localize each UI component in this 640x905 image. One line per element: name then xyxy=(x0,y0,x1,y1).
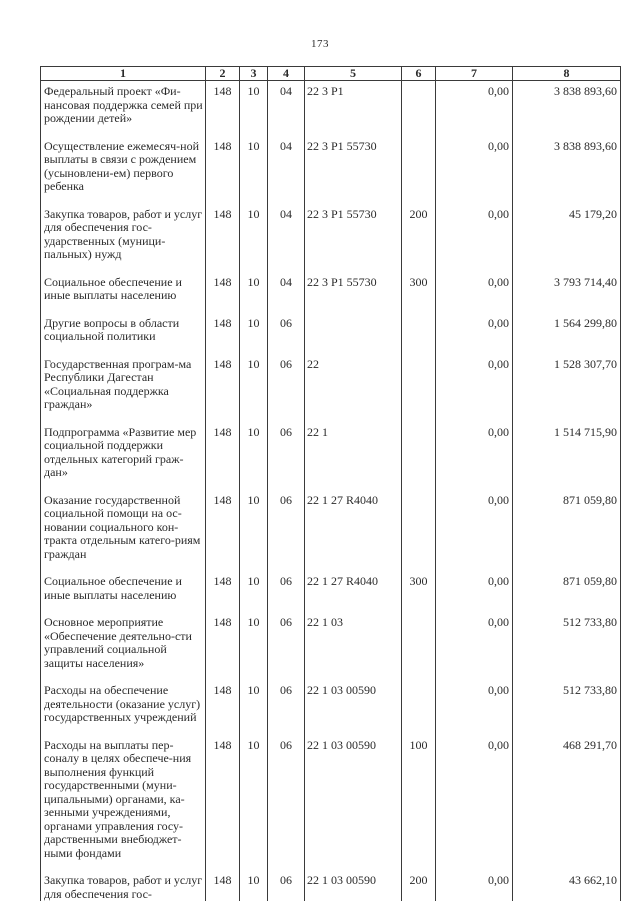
header-col-8: 8 xyxy=(513,67,621,81)
row-target-code: 22 1 xyxy=(305,422,402,490)
row-amount-col8: 3 793 714,40 xyxy=(513,272,621,313)
row-name: Федеральный проект «Фи-нансовая поддержка семей при рождении детей» xyxy=(41,81,206,136)
budget-table xyxy=(40,66,621,901)
row-name: Осуществление ежемесяч-ной выплаты в связи с рождением (усыновлени-ем) первого ребенка xyxy=(41,136,206,204)
row-section: 10 xyxy=(240,354,268,422)
row-expense-type xyxy=(402,490,436,572)
table-row xyxy=(41,870,621,901)
row-amount-col8: 43 662,10 xyxy=(513,870,621,901)
row-subsection: 04 xyxy=(268,204,305,272)
row-ministry-code: 148 xyxy=(206,680,240,735)
row-expense-type xyxy=(402,680,436,735)
table-row xyxy=(41,422,621,490)
row-amount-col7: 0,00 xyxy=(436,735,513,871)
row-name: Основное мероприятие «Обеспечение деятельно-сти управлений социальной защиты населения» xyxy=(41,612,206,680)
row-expense-type xyxy=(402,422,436,490)
row-name: Государственная програм-ма Республики Дагестан «Социальная поддержка граждан» xyxy=(41,354,206,422)
row-amount-col8: 512 733,80 xyxy=(513,612,621,680)
row-section: 10 xyxy=(240,490,268,572)
row-amount-col8: 1 528 307,70 xyxy=(513,354,621,422)
row-target-code: 22 1 03 00590 xyxy=(305,680,402,735)
row-target-code: 22 xyxy=(305,354,402,422)
row-target-code: 22 3 P1 55730 xyxy=(305,136,402,204)
row-section: 10 xyxy=(240,612,268,680)
row-amount-col7: 0,00 xyxy=(436,136,513,204)
row-amount-col7: 0,00 xyxy=(436,272,513,313)
row-amount-col8: 3 838 893,60 xyxy=(513,136,621,204)
row-subsection: 06 xyxy=(268,422,305,490)
row-ministry-code: 148 xyxy=(206,422,240,490)
table-row xyxy=(41,680,621,735)
row-target-code: 22 3 P1 55730 xyxy=(305,272,402,313)
row-name: Оказание государственной социальной помощи на ос-новании социального кон-тракта отдельным катего-риям граждан xyxy=(41,490,206,572)
row-subsection: 04 xyxy=(268,272,305,313)
row-expense-type xyxy=(402,354,436,422)
row-name: Закупка товаров, работ и услуг для обеспечения гос- xyxy=(41,870,206,901)
row-ministry-code: 148 xyxy=(206,354,240,422)
table-row xyxy=(41,735,621,871)
row-amount-col7: 0,00 xyxy=(436,612,513,680)
header-col-5: 5 xyxy=(305,67,402,81)
row-ministry-code: 148 xyxy=(206,571,240,612)
row-expense-type: 200 xyxy=(402,204,436,272)
row-amount-col8: 512 733,80 xyxy=(513,680,621,735)
table-row xyxy=(41,81,621,136)
table-row xyxy=(41,571,621,612)
table-row xyxy=(41,612,621,680)
row-section: 10 xyxy=(240,204,268,272)
row-expense-type xyxy=(402,612,436,680)
row-name: Другие вопросы в области социальной политики xyxy=(41,313,206,354)
header-col-1: 1 xyxy=(41,67,206,81)
row-amount-col7: 0,00 xyxy=(436,81,513,136)
row-name: Социальное обеспечение и иные выплаты населению xyxy=(41,571,206,612)
row-name: Расходы на обеспечение деятельности (оказание услуг) государственных учреждений xyxy=(41,680,206,735)
table-body xyxy=(41,81,621,902)
row-target-code: 22 3 P1 55730 xyxy=(305,204,402,272)
table-row xyxy=(41,136,621,204)
row-ministry-code: 148 xyxy=(206,870,240,901)
row-ministry-code: 148 xyxy=(206,490,240,572)
row-ministry-code: 148 xyxy=(206,313,240,354)
row-amount-col7: 0,00 xyxy=(436,354,513,422)
row-section: 10 xyxy=(240,81,268,136)
row-target-code: 22 3 P1 xyxy=(305,81,402,136)
row-amount-col7: 0,00 xyxy=(436,313,513,354)
row-subsection: 04 xyxy=(268,136,305,204)
row-expense-type xyxy=(402,136,436,204)
row-target-code: 22 1 03 00590 xyxy=(305,735,402,871)
row-target-code: 22 1 03 00590 xyxy=(305,870,402,901)
row-section: 10 xyxy=(240,136,268,204)
row-target-code: 22 1 27 R4040 xyxy=(305,571,402,612)
row-amount-col8: 3 838 893,60 xyxy=(513,81,621,136)
row-section: 10 xyxy=(240,870,268,901)
header-col-6: 6 xyxy=(402,67,436,81)
header-col-7: 7 xyxy=(436,67,513,81)
row-subsection: 06 xyxy=(268,680,305,735)
row-name: Закупка товаров, работ и услуг для обеспечения гос-ударственных (муници-пальных) нужд xyxy=(41,204,206,272)
row-section: 10 xyxy=(240,571,268,612)
row-subsection: 06 xyxy=(268,313,305,354)
row-target-code: 22 1 03 xyxy=(305,612,402,680)
row-amount-col7: 0,00 xyxy=(436,422,513,490)
row-expense-type: 200 xyxy=(402,870,436,901)
row-name: Подпрограмма «Развитие мер социальной поддержки отдельных категорий граж-дан» xyxy=(41,422,206,490)
header-col-4: 4 xyxy=(268,67,305,81)
header-col-2: 2 xyxy=(206,67,240,81)
row-amount-col8: 1 514 715,90 xyxy=(513,422,621,490)
row-expense-type xyxy=(402,81,436,136)
table-row xyxy=(41,204,621,272)
row-section: 10 xyxy=(240,680,268,735)
row-ministry-code: 148 xyxy=(206,81,240,136)
page-number: 173 xyxy=(311,38,329,50)
row-target-code: 22 1 27 R4040 xyxy=(305,490,402,572)
row-amount-col8: 871 059,80 xyxy=(513,571,621,612)
table-row xyxy=(41,272,621,313)
row-amount-col8: 1 564 299,80 xyxy=(513,313,621,354)
row-section: 10 xyxy=(240,272,268,313)
row-amount-col7: 0,00 xyxy=(436,204,513,272)
row-expense-type: 300 xyxy=(402,571,436,612)
row-subsection: 06 xyxy=(268,490,305,572)
header-row xyxy=(41,67,621,81)
row-ministry-code: 148 xyxy=(206,272,240,313)
row-ministry-code: 148 xyxy=(206,204,240,272)
header-col-3: 3 xyxy=(240,67,268,81)
table-row xyxy=(41,313,621,354)
row-amount-col8: 45 179,20 xyxy=(513,204,621,272)
table-header xyxy=(41,67,621,81)
row-amount-col8: 871 059,80 xyxy=(513,490,621,572)
row-name: Расходы на выплаты пер-соналу в целях обеспече-ния выполнения функций государственными (муни-ципальными) органами, ка-зенными учреждениями, органами управления госу-дарственными внебюджет-ными фондами xyxy=(41,735,206,871)
row-amount-col8: 468 291,70 xyxy=(513,735,621,871)
row-amount-col7: 0,00 xyxy=(436,571,513,612)
row-subsection: 06 xyxy=(268,870,305,901)
row-subsection: 06 xyxy=(268,612,305,680)
row-expense-type xyxy=(402,313,436,354)
row-amount-col7: 0,00 xyxy=(436,680,513,735)
row-subsection: 04 xyxy=(268,81,305,136)
row-amount-col7: 0,00 xyxy=(436,870,513,901)
row-expense-type: 100 xyxy=(402,735,436,871)
row-name: Социальное обеспечение и иные выплаты населению xyxy=(41,272,206,313)
row-ministry-code: 148 xyxy=(206,612,240,680)
table-row xyxy=(41,354,621,422)
row-section: 10 xyxy=(240,735,268,871)
row-section: 10 xyxy=(240,313,268,354)
row-amount-col7: 0,00 xyxy=(436,490,513,572)
row-subsection: 06 xyxy=(268,571,305,612)
row-target-code xyxy=(305,313,402,354)
row-section: 10 xyxy=(240,422,268,490)
row-subsection: 06 xyxy=(268,735,305,871)
row-ministry-code: 148 xyxy=(206,136,240,204)
row-ministry-code: 148 xyxy=(206,735,240,871)
row-subsection: 06 xyxy=(268,354,305,422)
row-expense-type: 300 xyxy=(402,272,436,313)
table-row xyxy=(41,490,621,572)
